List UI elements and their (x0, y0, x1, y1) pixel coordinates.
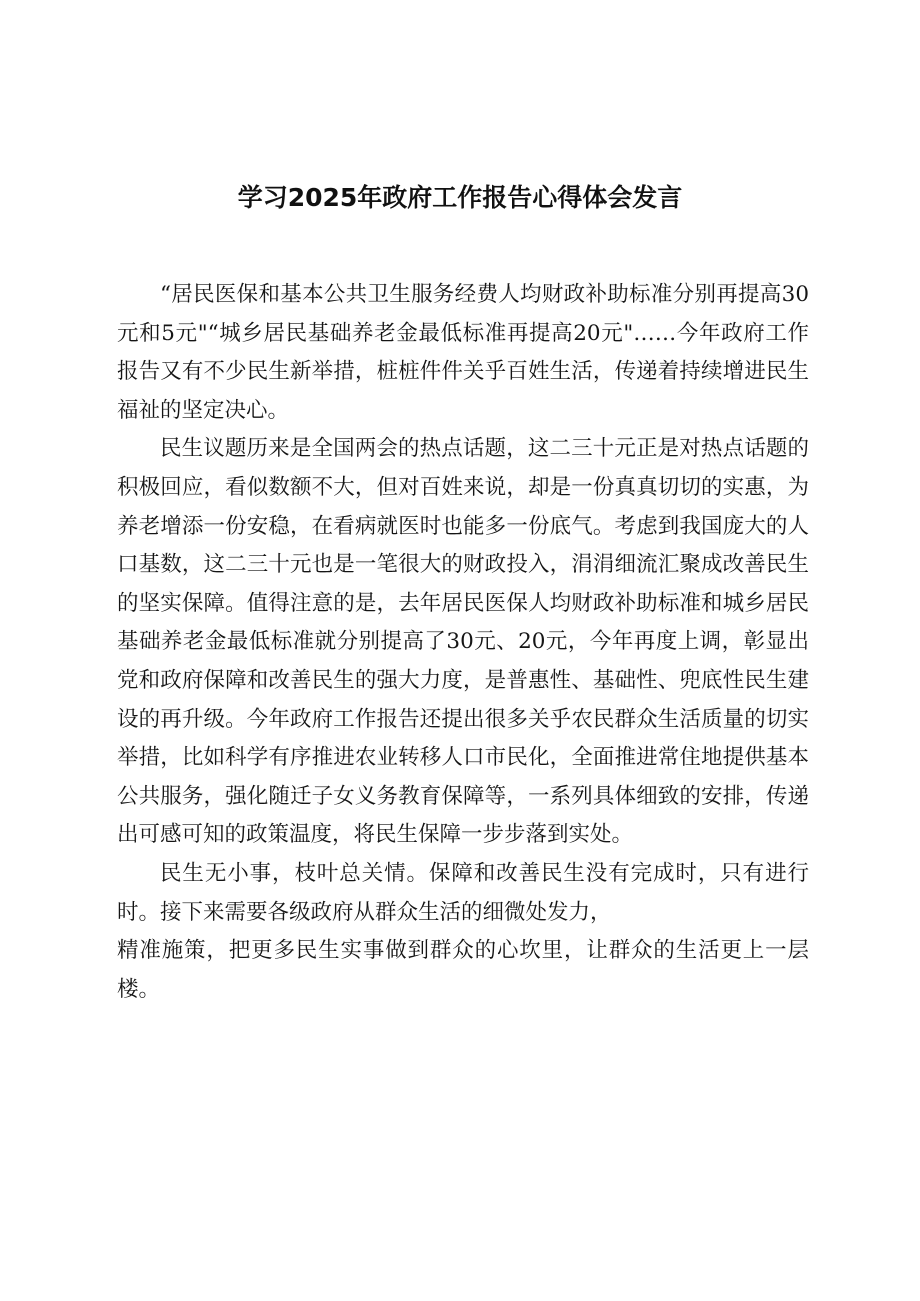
document-body (117, 276, 809, 1009)
paragraph-2: 民生议题历来是全国两会的热点话题，这二三十元正是对热点话题的积极回应，看似数额不大，但对百姓来说，却是一份真真切切的实惠，为养老增添一份安稳，在看病就医时也能多一份底气。考虑到我国庞大的人口基数，这二三十元也是一笔很大的财政投入，涓涓细流汇聚成改善民生的坚实保障。值得注意的是，去年居民医保人均财政补助标准和城乡居民基础养老金最低标准就分别提高了30元、20元，今年再度上调，彰显出党和政府保障和改善民生的强大力度，是普惠性、基础性、兜底性民生建设的再升级。今年政府工作报告还提出很多关乎农民群众生活质量的切实举措，比如科学有序推进农业转移人口市民化，全面推进常住地提供基本公共服务，强化随迁子女义务教育保障等，一系列具体细致的安排，传递出可感可知的政策温度，将民生保障一步步落到实处。 (117, 436, 809, 848)
paragraph-3-part-2: 精准施策，把更多民生实事做到群众的心坎里，让群众的生活更上一层楼。 (117, 938, 809, 1002)
paragraph-3 (117, 855, 809, 1009)
document-title: 学习2025年政府工作报告心得体会发言 (237, 183, 683, 212)
paragraph-3-part-1: 民生无小事，枝叶总关情。保障和改善民生没有完成时，只有进行时。接下来需要各级政府从群众生活的细微处发力， (117, 860, 809, 925)
paragraph-1: “居民医保和基本公共卫生服务经费人均财政补助标准分别再提高30元和5元"“城乡居民基础养老金最低标准再提高20元"……今年政府工作报告又有不少民生新举措，桩桩件件关乎百姓生活，传递着持续增进民生福祉的坚定决心。 (117, 282, 809, 423)
